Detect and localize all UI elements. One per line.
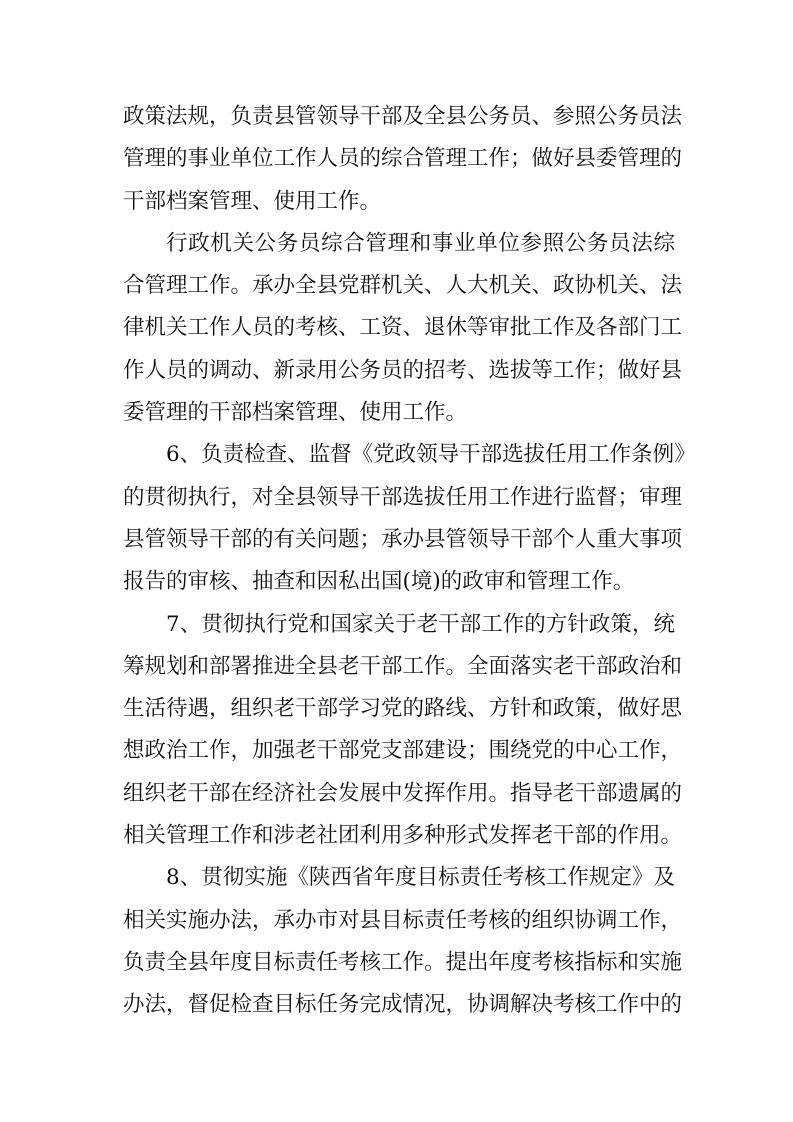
text-line: 行政机关公务员综合管理和事业单位参照公务员法综: [166, 230, 675, 256]
text-line: 作人员的调动、新录用公务员的招考、选拔等工作；做好县: [123, 357, 683, 383]
text-line: 8、贯彻实施《陕西省年度目标责任考核工作规定》及: [166, 865, 675, 891]
text-line: 办法，督促检查目标任务完成情况，协调解决考核工作中的: [123, 992, 683, 1018]
text-line: 政策法规，负责县管领导干部及全县公务员、参照公务员法: [123, 104, 683, 129]
text-line: 筹规划和部署推进全县老干部工作。全面落实老干部政治和: [123, 653, 683, 679]
text-line: 组织老干部在经济社会发展中发挥作用。指导老干部遗属的: [123, 780, 683, 806]
text-line: 干部档案管理、使用工作。: [123, 188, 382, 214]
text-line: 县管领导干部的有关问题；承办县管领导干部个人重大事项: [123, 526, 683, 552]
text-line: 合管理工作。承办全县党群机关、人大机关、政协机关、法: [123, 273, 683, 299]
text-line: 相关管理工作和涉老社团利用多种形式发挥老干部的作用。: [123, 823, 683, 849]
text-line: 负责全县年度目标责任考核工作。提出年度考核指标和实施: [123, 949, 683, 975]
text-line: 生活待遇，组织老干部学习党的路线、方针和政策，做好思: [123, 696, 683, 722]
text-line: 管理的事业单位工作人员的综合管理工作；做好县委管理的: [123, 146, 683, 172]
text-line: 想政治工作，加强老干部党支部建设；围绕党的中心工作，: [123, 738, 683, 764]
text-line: 相关实施办法，承办市对县目标责任考核的组织协调工作，: [123, 907, 683, 933]
text-line: 报告的审核、抽查和因私出国(境)的政审和管理工作。: [123, 569, 635, 595]
text-line: 7、贯彻执行党和国家关于老干部工作的方针政策，统: [166, 611, 675, 637]
body-text: [123, 96, 696, 1027]
text-line: 6、负责检查、监督《党政领导干部选拔任用工作条例》: [166, 442, 696, 468]
text-line: 律机关工作人员的考核、工资、退休等审批工作及各部门工: [123, 315, 683, 341]
text-line: 委管理的干部档案管理、使用工作。: [123, 400, 468, 426]
text-line: 的贯彻执行，对全县领导干部选拔任用工作进行监督；审理: [123, 484, 683, 510]
